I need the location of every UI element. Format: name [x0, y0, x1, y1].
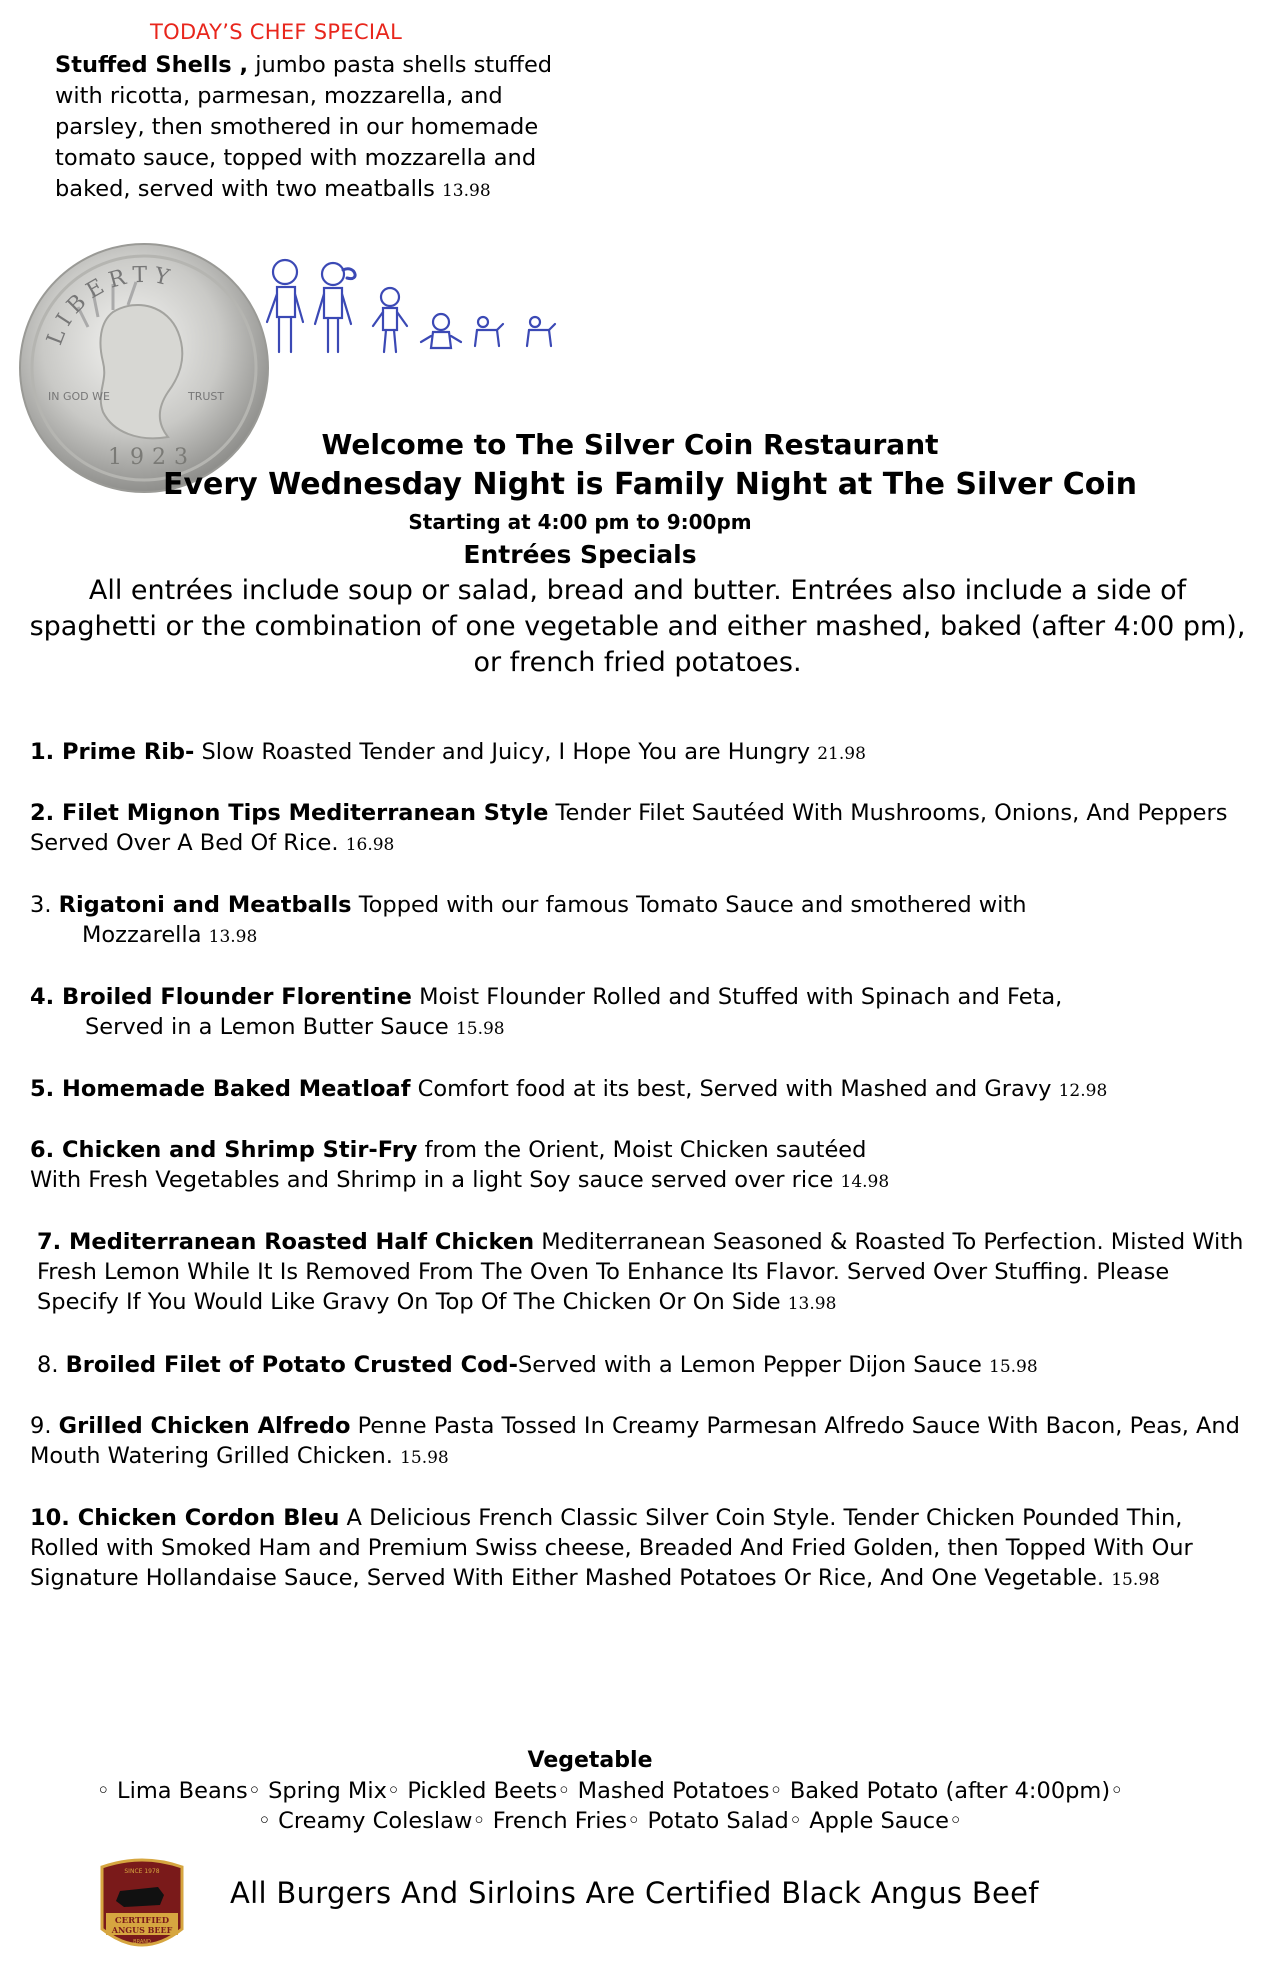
logo-brand-text: BRAND: [133, 1939, 151, 1945]
menu-item: [30, 982, 1250, 1044]
menu-item-desc: from the Orient, Moist Chicken sautéed: [417, 1137, 867, 1163]
logo-angus-beef-text: ANGUS BEEF: [111, 1925, 173, 1935]
menu-item-desc: Comfort food at its best, Served with Mashed and Gravy: [410, 1076, 1059, 1102]
menu-item: [30, 890, 1250, 952]
menu-item-name: Chicken and Shrimp Stir-Fry: [62, 1137, 418, 1163]
menu-item-number: 5.: [30, 1076, 63, 1102]
menu-item-desc: A Delicious French Classic Silver Coin Style. Tender Chicken Pounded Thin, Rolled with Smoked Ham and Premium Swiss cheese, Breaded And Fried Golden, then Topped With Our Signature Hollandaise Sauce, Served With Either Mashed Potatoes Or Rice, And One Vegetable.: [30, 1505, 1193, 1591]
menu-item-number: 1.: [30, 739, 63, 765]
menu-item-number: 8.: [37, 1352, 66, 1378]
menu-item: [30, 737, 1250, 769]
menu-item-name: Grilled Chicken Alfredo: [58, 1413, 351, 1439]
menu-item-number: 6.: [30, 1137, 63, 1163]
menu-item-price: 21.98: [817, 744, 866, 764]
menu-item-desc-cont: With Fresh Vegetables and Shrimp in a light Soy sauce served over rice: [30, 1167, 841, 1193]
menu-item-desc: Slow Roasted Tender and Juicy, I Hope You are Hungry: [194, 739, 818, 765]
logo-since-text: SINCE 1978: [124, 1868, 160, 1875]
chef-special-text: jumbo pasta shells stuffed with ricotta, parmesan, mozzarella, and parsley, then smothered in our homemade tomato sauce, topped with mozzarella and baked, served with two meatballs: [55, 52, 553, 202]
angus-beef-statement: All Burgers And Sirloins Are Certified Black Angus Beef: [230, 1876, 1039, 1910]
menu-item-desc-cont: Mozzarella: [82, 922, 209, 948]
menu-item-desc: Served with a Lemon Pepper Dijon Sauce: [518, 1352, 989, 1378]
menu-item-desc: Penne Pasta Tossed In Creamy Parmesan Alfredo Sauce With Bacon, Peas, And Mouth Watering Grilled Chicken.: [30, 1413, 1240, 1469]
menu-item-price: 15.98: [455, 1019, 505, 1039]
menu-item-price: 16.98: [345, 835, 395, 855]
menu-item: [37, 1227, 1247, 1319]
menu-item-number: 9.: [30, 1413, 59, 1439]
chef-special-description: [55, 50, 595, 207]
menu-item-name: Chicken Cordon Bleu: [77, 1505, 340, 1531]
menu-item-desc: Tender Filet Sautéed With Mushrooms, Onions, And Peppers Served Over A Bed Of Rice.: [30, 800, 1228, 856]
menu-item: [37, 1350, 1247, 1382]
menu-item-name: Prime Rib-: [62, 739, 195, 765]
silver-coin-image: [18, 242, 270, 494]
menu-item-name: Rigatoni and Meatballs: [58, 892, 352, 918]
coin-motto-trust: TRUST: [188, 390, 225, 403]
vegetable-list-line-2: ◦ Creamy Coleslaw◦ French Fries◦ Potato Salad◦ Apple Sauce◦: [257, 1808, 963, 1834]
vegetable-title: Vegetable: [527, 1748, 653, 1773]
menu-item-price: 15.98: [1111, 1570, 1160, 1590]
menu-item-desc: Topped with our famous Tomato Sauce and smothered with: [351, 892, 1027, 918]
menu-item-name: Homemade Baked Meatloaf: [62, 1076, 411, 1102]
menu-item-price: 15.98: [400, 1448, 449, 1468]
menu-item-number: 10.: [30, 1505, 78, 1531]
menu-item-number: 4.: [30, 984, 63, 1010]
menu-item-number: 2.: [30, 800, 63, 826]
menu-item-name: Broiled Flounder Florentine: [62, 984, 412, 1010]
chef-special-name: Stuffed Shells ,: [55, 52, 249, 78]
chef-special-heading: TODAY’S CHEF SPECIAL: [150, 20, 403, 44]
chef-special-price: 13.98: [441, 181, 491, 201]
menu-item: [30, 1074, 1250, 1106]
logo-certified-text: CERTIFIED: [114, 1916, 170, 1926]
stick-family-drawing: [265, 252, 575, 372]
menu-item-desc-cont: Served in a Lemon Butter Sauce: [85, 1014, 456, 1040]
menu-item-number: 7.: [37, 1229, 70, 1255]
menu-item-price: 15.98: [989, 1357, 1038, 1377]
entrees-description: All entrées include soup or salad, bread and butter. Entrées also include a side of spaghetti or the combination of one vegetable and either mashed, baked (after 4:00 pm), or french fried potatoes.: [29, 575, 1246, 678]
menu-item-name: Mediterranean Roasted Half Chicken: [69, 1229, 535, 1255]
menu-item-desc: Moist Flounder Rolled and Stuffed with Spinach and Feta,: [411, 984, 1063, 1010]
coin-top-text: LIBERTY: [42, 262, 178, 349]
menu-item: [30, 1135, 1250, 1197]
certified-angus-beef-logo: [98, 1857, 186, 1957]
menu-item: [30, 798, 1250, 860]
family-night-hours: Starting at 4:00 pm to 9:00pm: [408, 510, 752, 534]
menu-item-name: Filet Mignon Tips Mediterranean Style: [62, 800, 549, 826]
menu-item-name: Broiled Filet of Potato Crusted Cod-: [65, 1352, 518, 1378]
family-night-heading: Every Wednesday Night is Family Night at The Silver Coin: [162, 467, 1138, 502]
welcome-heading: Welcome to The Silver Coin Restaurant: [321, 428, 939, 461]
menu-item-price: 13.98: [787, 1294, 837, 1314]
menu-item: [30, 1411, 1250, 1473]
menu-item-price: 13.98: [208, 927, 258, 947]
coin-motto: IN GOD WE: [48, 390, 110, 403]
entrees-specials-title: Entrées Specials: [463, 540, 697, 569]
menu-item-desc: Mediterranean Seasoned & Roasted To Perfection. Misted With Fresh Lemon While It Is Removed From The Oven To Enhance Its Flavor. Served Over Stuffing. Please Specify If You Would Like Gravy On Top Of The Chicken Or On Side: [37, 1229, 1244, 1315]
vegetable-list-line-1: ◦ Lima Beans◦ Spring Mix◦ Pickled Beets◦ Mashed Potatoes◦ Baked Potato (after 4:00pm)◦: [96, 1778, 1124, 1804]
menu-item-price: 14.98: [840, 1172, 890, 1192]
menu-item-number: 3.: [30, 892, 59, 918]
menu-item-price: 12.98: [1058, 1081, 1108, 1101]
coin-year: 1923: [108, 445, 196, 470]
menu-item: [30, 1503, 1250, 1595]
